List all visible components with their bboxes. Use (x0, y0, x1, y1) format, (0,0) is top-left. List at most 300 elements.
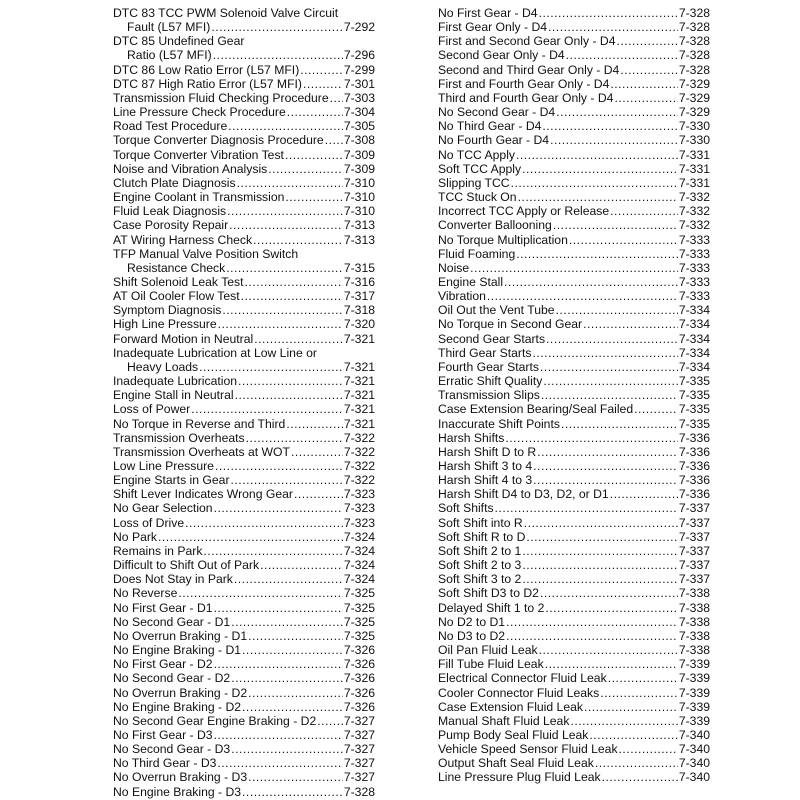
entry-title: Output Shaft Seal Fluid Leak (438, 756, 594, 771)
index-entry (113, 176, 375, 190)
entry-title: Heavy Loads (127, 359, 199, 374)
entry-page-number: 7-301 (343, 76, 375, 91)
entry-title: Noise and Vibration Analysis (113, 161, 268, 176)
entry-page-number: 7-322 (343, 430, 375, 445)
index-entry (438, 303, 710, 317)
dot-leader (589, 728, 677, 742)
dot-leader (268, 162, 343, 176)
entry-title: Does Not Stay in Park (113, 572, 233, 587)
dot-leader (317, 714, 343, 728)
entry-page-number: 7-335 (678, 402, 710, 417)
index-entry (438, 261, 710, 275)
index-entry (438, 629, 710, 643)
entry-page-number: 7-309 (343, 147, 375, 162)
index-entry (438, 162, 710, 176)
index-entry (438, 289, 710, 303)
entry-page-number: 7-340 (678, 756, 710, 771)
entry-page-number: 7-328 (343, 784, 375, 799)
entry-title: Transmission Overheats (113, 430, 245, 445)
entry-title: No Third Gear - D3 (113, 756, 217, 771)
entry-page-number: 7-313 (343, 218, 375, 233)
dot-leader (522, 572, 677, 586)
dot-leader (214, 657, 343, 671)
entry-page-number: 7-329 (678, 76, 710, 91)
entry-page-number: 7-321 (343, 331, 375, 346)
dot-leader (248, 770, 343, 784)
dot-leader (248, 629, 343, 643)
entry-page-number: 7-333 (678, 289, 710, 304)
entry-page-number: 7-334 (678, 331, 710, 346)
entry-title: Remains in Park (113, 543, 203, 558)
index-entry (113, 530, 375, 544)
index-entry (438, 558, 710, 572)
entry-title: Line Pressure Plug Fluid Leak (438, 770, 601, 785)
dot-leader (285, 190, 342, 204)
index-entry (113, 105, 375, 119)
dot-leader (539, 6, 678, 20)
entry-title: Soft Shift 3 to 2 (438, 572, 522, 587)
index-entry (113, 572, 375, 586)
entry-title: Soft Shift into R (438, 515, 523, 530)
entry-title: Pump Body Seal Fluid Leak (438, 727, 589, 742)
index-entry (113, 586, 375, 600)
entry-page-number: 7-303 (343, 90, 375, 105)
dot-leader (550, 133, 678, 147)
index-entry (438, 686, 710, 700)
entry-title: Engine Coolant in Transmission (113, 190, 285, 205)
index-entry (113, 162, 375, 176)
dot-leader (533, 459, 678, 473)
entry-page-number: 7-330 (678, 119, 710, 134)
entry-page-number: 7-327 (343, 727, 375, 742)
entry-title: Harsh Shift D to R (438, 444, 537, 459)
entry-page-number: 7-336 (678, 444, 710, 459)
dot-leader (616, 34, 677, 48)
index-entry (438, 105, 710, 119)
entry-title: No Second Gear - D3 (113, 742, 231, 757)
entry-page-number: 7-331 (678, 147, 710, 162)
entry-title: Converter Ballooning (438, 218, 552, 233)
dot-leader (246, 431, 343, 445)
entry-title: Oil Out the Vent Tube (438, 303, 555, 318)
index-column-right (438, 6, 710, 785)
dot-leader (185, 516, 343, 530)
entry-page-number: 7-340 (678, 770, 710, 785)
entry-page-number: 7-296 (343, 48, 375, 63)
dot-leader (238, 374, 343, 388)
entry-page-number: 7-335 (678, 374, 710, 389)
index-entry (113, 233, 375, 247)
index-entry (113, 317, 375, 331)
entry-title: Torque Converter Diagnosis Procedure (113, 133, 324, 148)
entry-page-number: 7-324 (343, 543, 375, 558)
entry-title: Vehicle Speed Sensor Fluid Leak (438, 742, 618, 757)
entry-title: Engine Stall (438, 274, 504, 289)
entry-title: Soft Shifts (438, 501, 494, 516)
entry-title: Incorrect TCC Apply or Release (438, 204, 610, 219)
entry-title: No Second Gear - D4 (438, 105, 556, 120)
entry-title: No Second Gear - D2 (113, 671, 231, 686)
dot-leader (634, 402, 678, 416)
index-entry (113, 601, 375, 615)
dot-leader (300, 63, 343, 77)
entry-title: First and Second Gear Only - D4 (438, 34, 616, 49)
index-entry (113, 558, 375, 572)
dot-leader (211, 20, 343, 34)
entry-page-number: 7-335 (678, 416, 710, 431)
entry-title: Transmission Fluid Checking Procedure (113, 90, 329, 105)
dot-leader (291, 445, 343, 459)
entry-page-number: 7-316 (343, 274, 375, 289)
entry-page-number: 7-329 (678, 105, 710, 120)
index-entry (113, 445, 375, 459)
index-entry (113, 402, 375, 416)
entry-page-number: 7-320 (343, 317, 375, 332)
index-entry (438, 530, 710, 544)
index-entry (438, 204, 710, 218)
entry-page-number: 7-337 (678, 501, 710, 516)
index-entry (438, 417, 710, 431)
entry-page-number: 7-327 (343, 770, 375, 785)
index-entry (113, 218, 375, 232)
entry-title: High Line Pressure (113, 317, 217, 332)
entry-title: No Second Gear Engine Braking - D2 (113, 713, 317, 728)
dot-leader (229, 218, 343, 232)
entry-page-number: 7-310 (343, 190, 375, 205)
entry-title: Vibration (438, 289, 486, 304)
index-entry (438, 586, 710, 600)
entry-page-number: 7-329 (678, 90, 710, 105)
index-entry (438, 233, 710, 247)
entry-title: No Engine Braking - D1 (113, 643, 242, 658)
entry-title: Case Porosity Repair (113, 218, 229, 233)
entry-title: Manual Shaft Fluid Leak (438, 713, 570, 728)
entry-page-number: 7-335 (678, 388, 710, 403)
dot-leader (234, 572, 343, 586)
index-entry (113, 346, 375, 374)
entry-page-number: 7-337 (678, 558, 710, 573)
entry-page-number: 7-328 (678, 62, 710, 77)
index-entry (438, 346, 710, 360)
dot-leader (566, 48, 678, 62)
dot-leader (231, 615, 343, 629)
dot-leader (532, 346, 677, 360)
index-entry (113, 247, 375, 275)
entry-page-number: 7-337 (678, 515, 710, 530)
index-entry (438, 756, 710, 770)
entry-page-number: 7-334 (678, 359, 710, 374)
dot-leader (506, 629, 678, 643)
dot-leader (241, 289, 343, 303)
dot-leader (516, 148, 678, 162)
entry-page-number: 7-338 (678, 586, 710, 601)
dot-leader (522, 544, 677, 558)
entry-title: Fill Tube Fluid Leak (438, 657, 544, 672)
dot-leader (294, 487, 343, 501)
entry-page-number: 7-324 (343, 558, 375, 573)
entry-title: Inadequate Lubrication (113, 374, 238, 389)
entry-title: Inaccurate Shift Points (438, 416, 560, 431)
entry-page-number: 7-328 (678, 34, 710, 49)
dot-leader (610, 487, 678, 501)
index-entry (113, 6, 375, 34)
entry-page-number: 7-340 (678, 742, 710, 757)
dot-leader (231, 742, 343, 756)
dot-leader (506, 615, 678, 629)
entry-page-number: 7-331 (678, 175, 710, 190)
entry-page-number: 7-327 (343, 713, 375, 728)
dot-leader (522, 558, 677, 572)
dot-leader (254, 332, 343, 346)
dot-leader (242, 700, 343, 714)
entry-page-number: 7-339 (678, 713, 710, 728)
entry-title: Soft Shift 2 to 3 (438, 558, 522, 573)
dot-leader (286, 417, 343, 431)
entry-page-number: 7-338 (678, 600, 710, 615)
entry-title: No Gear Selection (113, 501, 213, 516)
dot-leader (217, 756, 342, 770)
entry-title: Case Extension Fluid Leak (438, 699, 583, 714)
entry-page-number: 7-330 (678, 133, 710, 148)
index-entry (438, 133, 710, 147)
index-entry (438, 6, 710, 20)
dot-leader (215, 459, 343, 473)
entry-page-number: 7-322 (343, 473, 375, 488)
entry-title: No Overrun Braking - D2 (113, 685, 248, 700)
index-entry (438, 63, 710, 77)
entry-page-number: 7-323 (343, 501, 375, 516)
index-entry (113, 671, 375, 685)
dot-leader (556, 105, 678, 119)
entry-page-number: 7-340 (678, 727, 710, 742)
entry-page-number: 7-337 (678, 572, 710, 587)
entry-page-number: 7-339 (678, 685, 710, 700)
dot-leader (524, 516, 678, 530)
entry-title: Third Gear Starts (438, 345, 532, 360)
index-entry (113, 303, 375, 317)
entry-title: No Engine Braking - D2 (113, 699, 242, 714)
index-entry (113, 417, 375, 431)
entry-title: Erratic Shift Quality (438, 374, 543, 389)
dot-leader (610, 77, 677, 91)
entry-page-number: 7-332 (678, 190, 710, 205)
entry-title: Road Test Procedure (113, 119, 228, 134)
index-entry (438, 34, 710, 48)
dot-leader (569, 233, 678, 247)
dot-leader (584, 700, 678, 714)
dot-leader (539, 643, 678, 657)
index-entry (113, 700, 375, 714)
index-entry (113, 332, 375, 346)
entry-page-number: 7-336 (678, 487, 710, 502)
entry-page-number: 7-338 (678, 643, 710, 658)
entry-page-number: 7-317 (343, 289, 375, 304)
dot-leader (330, 91, 343, 105)
entry-title: Torque Converter Vibration Test (113, 147, 284, 162)
index-entry (438, 615, 710, 629)
index-entry (113, 275, 375, 289)
entry-title: No First Gear - D1 (113, 600, 213, 615)
index-entry (438, 77, 710, 91)
index-entry (113, 501, 375, 515)
index-entry (438, 148, 710, 162)
index-entry (438, 91, 710, 105)
dot-leader (511, 176, 678, 190)
entry-title: No First Gear - D2 (113, 657, 213, 672)
dot-leader (178, 586, 342, 600)
entry-title: Fluid Leak Diagnosis (113, 204, 227, 219)
entry-page-number: 7-326 (343, 671, 375, 686)
entry-title: Harsh Shifts (438, 430, 505, 445)
entry-title: Cooler Connector Fluid Leaks (438, 685, 600, 700)
dot-leader (218, 317, 343, 331)
entry-title: Line Pressure Check Procedure (113, 105, 286, 120)
entry-page-number: 7-313 (343, 232, 375, 247)
index-entry (113, 133, 375, 147)
entry-page-number: 7-299 (343, 62, 375, 77)
entry-page-number: 7-325 (343, 614, 375, 629)
dot-leader (516, 247, 678, 261)
entry-title: Second Gear Starts (438, 331, 546, 346)
entry-title: Forward Motion in Neutral (113, 331, 254, 346)
entry-title: No First Gear - D4 (438, 6, 538, 20)
index-entry (113, 629, 375, 643)
entry-page-number: 7-333 (678, 232, 710, 247)
dot-leader (602, 770, 678, 784)
entry-page-number: 7-304 (343, 105, 375, 120)
dot-leader (214, 601, 343, 615)
index-entry (438, 431, 710, 445)
entry-page-number: 7-323 (343, 515, 375, 530)
entry-page-number: 7-337 (678, 543, 710, 558)
entry-title: First and Fourth Gear Only - D4 (438, 76, 610, 91)
entry-page-number: 7-326 (343, 657, 375, 672)
entry-title: Symptom Diagnosis (113, 303, 222, 318)
dot-leader (543, 374, 678, 388)
index-entry (438, 218, 710, 232)
index-entry (438, 516, 710, 530)
entry-page-number: 7-327 (343, 756, 375, 771)
entry-page-number: 7-333 (678, 260, 710, 275)
index-entry (113, 388, 375, 402)
dot-leader (556, 303, 678, 317)
entry-page-number: 7-328 (678, 20, 710, 35)
index-entry (113, 714, 375, 728)
entry-page-number: 7-305 (343, 119, 375, 134)
dot-leader (595, 756, 678, 770)
index-entry (113, 148, 375, 162)
entry-page-number: 7-321 (343, 402, 375, 417)
entry-page-number: 7-324 (343, 572, 375, 587)
dot-leader (526, 530, 677, 544)
dot-leader (260, 558, 343, 572)
entry-title: Soft Shift 2 to 1 (438, 543, 522, 558)
entry-page-number: 7-327 (343, 742, 375, 757)
entry-page-number: 7-326 (343, 699, 375, 714)
index-entry (113, 742, 375, 756)
index-entry (113, 459, 375, 473)
entry-title: Fourth Gear Starts (438, 359, 539, 374)
index-entry (113, 785, 375, 799)
entry-page-number: 7-308 (343, 133, 375, 148)
entry-title: Noise (438, 260, 470, 275)
entry-title: Harsh Shift 4 to 3 (438, 473, 533, 488)
entry-page-number: 7-321 (343, 374, 375, 389)
dot-leader (203, 544, 342, 558)
entry-page-number: 7-339 (678, 671, 710, 686)
index-entry (113, 473, 375, 487)
entry-page-number: 7-328 (678, 6, 710, 20)
entry-page-number: 7-337 (678, 529, 710, 544)
dot-leader (548, 20, 678, 34)
dot-leader (242, 785, 343, 799)
index-entry (113, 615, 375, 629)
index-entry (438, 459, 710, 473)
dot-leader (540, 586, 678, 600)
dot-leader (541, 388, 678, 402)
dot-leader (495, 501, 678, 515)
dot-leader (226, 261, 343, 275)
dot-leader (191, 402, 343, 416)
index-entry (113, 770, 375, 784)
index-entry (438, 402, 710, 416)
entry-page-number: 7-322 (343, 459, 375, 473)
dot-leader (231, 671, 343, 685)
index-entry (113, 63, 375, 77)
dot-leader (620, 63, 678, 77)
index-entry (438, 671, 710, 685)
entry-title: Second and Third Gear Only - D4 (438, 62, 620, 77)
entry-page-number: 7-321 (343, 388, 375, 403)
entry-page-number: 7-309 (343, 161, 375, 176)
index-entry (438, 247, 710, 261)
index-entry (113, 119, 375, 133)
entry-page-number: 7-334 (678, 317, 710, 332)
index-entry (113, 516, 375, 530)
index-entry (438, 487, 710, 501)
index-entry (113, 289, 375, 303)
index-entry (438, 190, 710, 204)
dot-leader (533, 473, 678, 487)
index-entry (438, 374, 710, 388)
entry-page-number: 7-318 (343, 303, 375, 318)
index-entry (438, 20, 710, 34)
index-entry (438, 119, 710, 133)
index-entry (113, 686, 375, 700)
entry-title: Oil Pan Fluid Leak (438, 643, 538, 658)
index-entry (113, 77, 375, 91)
index-entry (438, 643, 710, 657)
dot-leader (237, 176, 343, 190)
dot-leader (325, 133, 343, 147)
entry-page-number: 7-336 (678, 430, 710, 445)
index-entry (438, 714, 710, 728)
entry-title: DTC 83 TCC PWM Solenoid Valve Circuit (113, 6, 339, 20)
entry-title: No D3 to D2 (438, 628, 506, 643)
entry-title: Engine Starts in Gear (113, 473, 230, 488)
entry-title: No Second Gear - D1 (113, 614, 231, 629)
entry-title: AT Oil Cooler Flow Test (113, 289, 240, 304)
dot-leader (545, 657, 678, 671)
entry-title: Harsh Shift 3 to 4 (438, 459, 533, 473)
entry-title: No Fourth Gear - D4 (438, 133, 550, 148)
index-entry (438, 572, 710, 586)
dot-leader (214, 501, 343, 515)
entry-title: Resistance Check (127, 260, 226, 275)
entry-title: Fault (L57 MFI) (127, 20, 211, 35)
entry-title: Low Line Pressure (113, 459, 214, 473)
entry-title: TCC Stuck On (438, 190, 517, 205)
